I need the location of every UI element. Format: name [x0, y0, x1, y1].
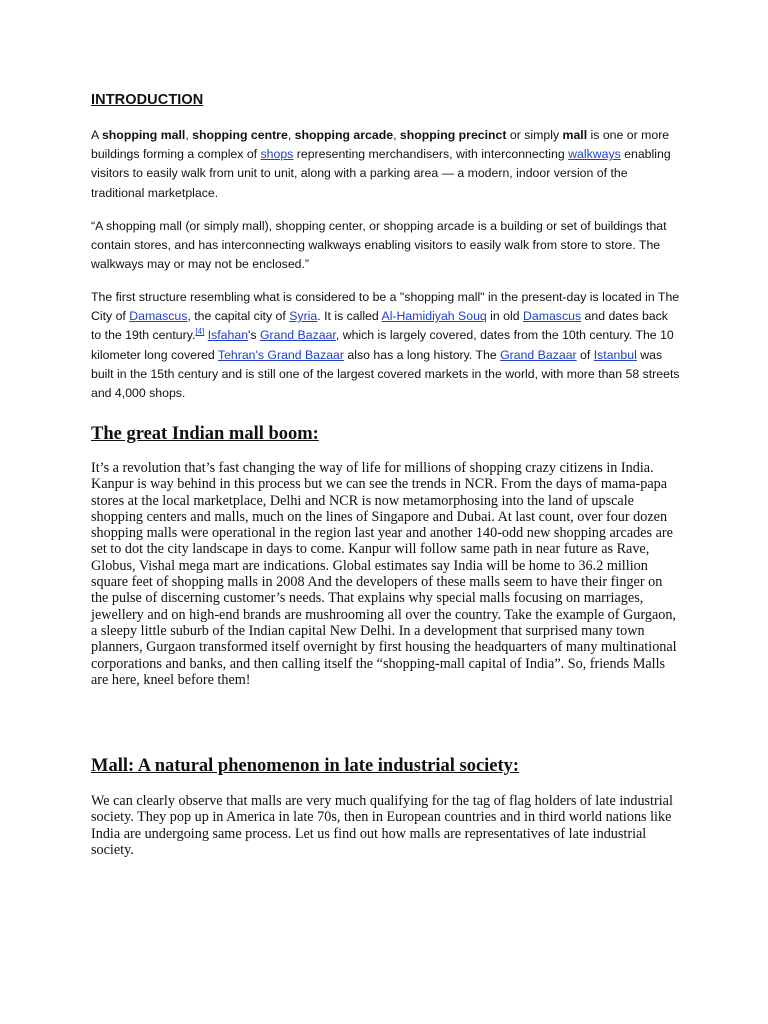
text-run: , which is largely covered, dates from the 10th century. The 10 kilometer long covered [91, 328, 674, 362]
link-istanbul[interactable]: Istanbul [593, 347, 637, 362]
bold-term: shopping precinct [399, 128, 507, 142]
reference-link-4[interactable]: [4] [195, 327, 205, 337]
introduction-heading: INTRODUCTION [91, 92, 204, 108]
text-run: , [185, 128, 193, 142]
indian-mall-boom-paragraph: It’s a revolution that’s fast changing the way of life for millions of shopping crazy citizens in India. Kanpur is way behind in this process but we can see the trends in NCR. From the days of mama-papa stores at the local marketplace, Delhi and NCR is now metamorphosing into the land of upscale shopping centers and malls, much on the lines of Singapore and Dubai. At last count, over four dozen shopping malls were operational in the region last year and another 140-odd new shopping arcades are set to dot the city landscape in days to come. Kanpur will follow same path in near future as Rave, Globus, Vishal mega mart are indications. Global estimates say India will be home to 36.2 million square feet of shopping malls in 2008 And the developers of these malls seem to have their finger on the pulse of discerning customer’s needs. That explains why special malls focusing on marriages, jewellery and on high-end brands are mushrooming all over the country. Take the example of Gurgaon, a sleepy little suburb of the Indian capital New Delhi. In a development that surprised many town planners, Gurgaon transformed itself overnight by first housing the headquarters of many multinational corporations and banks, and then calling itself the “shopping-mall capital of India”. So, friends Malls are here, kneel before them! [91, 460, 677, 688]
text-run: , the capital city of [187, 309, 290, 324]
link-grand-bazaar[interactable]: Grand Bazaar [259, 328, 336, 343]
bold-term: mall [562, 128, 588, 142]
intro-paragraph-definition [91, 126, 681, 203]
text-run: was built in the 15th century and is still one of the largest covered markets in the world, with more than 58 streets and 4,000 shops. [91, 347, 680, 401]
text-run: , [287, 128, 295, 142]
text-run: of [576, 347, 594, 362]
bold-term: shopping arcade [294, 128, 394, 142]
link-damascus-2[interactable]: Damascus [523, 309, 582, 324]
bold-term: shopping centre [192, 128, 288, 142]
text-run: also has a long history. The [344, 347, 501, 362]
link-isfahan[interactable]: Isfahan [207, 328, 249, 343]
text-run: in old [486, 309, 523, 324]
natural-phenomenon-heading: Mall: A natural phenomenon in late industrial society: [91, 756, 520, 776]
text-run: and dates back to the 19th century. [91, 309, 668, 343]
text-run: is one or more buildings forming a complex of [91, 128, 670, 162]
text-run: A [91, 128, 102, 142]
text-run: representing merchandisers, with interconnecting [293, 147, 569, 162]
link-syria[interactable]: Syria [289, 309, 318, 324]
intro-paragraph-quote: “A shopping mall (or simply mall), shopping center, or shopping arcade is a building or set of buildings that contain stores, and has interconnecting walkways enabling visitors to easily walk from store to store. The walkways may or may not be enclosed.” [91, 219, 667, 272]
intro-paragraph-history [91, 288, 681, 403]
link-al-hamidiyah-souq[interactable]: Al-Hamidiyah Souq [381, 309, 487, 324]
link-damascus[interactable]: Damascus [129, 309, 188, 324]
text-run: enabling visitors to easily walk from unit to unit, along with a parking area — a modern, indoor version of the traditional marketplace. [91, 147, 671, 200]
text-run: , [393, 128, 400, 142]
link-walkways[interactable]: walkways [568, 147, 621, 162]
link-grand-bazaar-2[interactable]: Grand Bazaar [500, 347, 577, 362]
text-run: 's [248, 328, 260, 343]
indian-mall-boom-heading: The great Indian mall boom: [91, 424, 319, 444]
text-run: The first structure resembling what is considered to be a "shopping mall" in the present-day is located in The City of [91, 290, 680, 324]
text-run: or simply [506, 128, 563, 142]
link-tehrans-grand-bazaar[interactable]: Tehran's Grand Bazaar [217, 347, 344, 362]
bold-term: shopping mall [101, 128, 186, 142]
link-shops[interactable]: shops [260, 147, 294, 162]
natural-phenomenon-paragraph: We can clearly observe that malls are very much qualifying for the tag of flag holders of late industrial society. They pop up in America in late 70s, then in European countries and in third world nations like India are undergoing same process. Let us find out how malls are representatives of late industrial society. [91, 793, 673, 858]
text-run: . It is called [317, 309, 382, 324]
